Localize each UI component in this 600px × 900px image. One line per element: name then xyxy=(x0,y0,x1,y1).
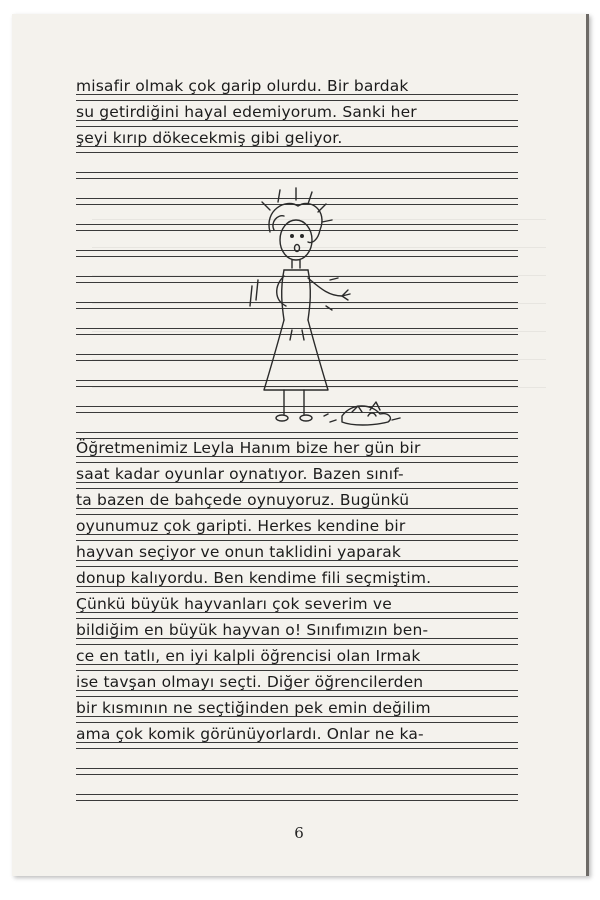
text-line: hayvan seçiyor ve onun taklidini yaparak xyxy=(76,543,402,561)
text-line: şeyi kırıp dökecekmiş gibi geliyor. xyxy=(76,129,343,147)
text-line: ama çok komik görünüyorlardı. Onlar ne ka- xyxy=(76,725,424,743)
book-page xyxy=(12,14,589,876)
text-line: saat kadar oyunlar oynatıyor. Bazen sınıf- xyxy=(76,465,404,483)
text-line: ce en tatlı, en iyi kalpli öğrencisi olan Irmak xyxy=(76,647,421,665)
girl-with-broken-cup-drawing xyxy=(212,180,422,435)
text-line: donup kalıyordu. Ben kendime fili seçmiştim. xyxy=(76,569,432,587)
text-line: ise tavşan olmayı seçti. Diğer öğrencilerden xyxy=(76,673,424,691)
text-line: bir kısmının ne seçtiğinden pek emin değilim xyxy=(76,699,431,717)
text-line: Çünkü büyük hayvanları çok severim ve xyxy=(76,595,392,613)
page-number: 6 xyxy=(294,824,304,842)
text-line: Öğretmenimiz Leyla Hanım bize her gün bir xyxy=(76,439,421,457)
text-line: oyunumuz çok garipti. Herkes kendine bir xyxy=(76,517,406,535)
text-line: misafir olmak çok garip olurdu. Bir bardak xyxy=(76,77,409,95)
text-line: bildiğim en büyük hayvan o! Sınıfımızın ben- xyxy=(76,621,429,639)
text-line: su getirdiğini hayal edemiyorum. Sanki her xyxy=(76,103,417,121)
text-line: ta bazen de bahçede oynuyoruz. Bugünkü xyxy=(76,491,410,509)
